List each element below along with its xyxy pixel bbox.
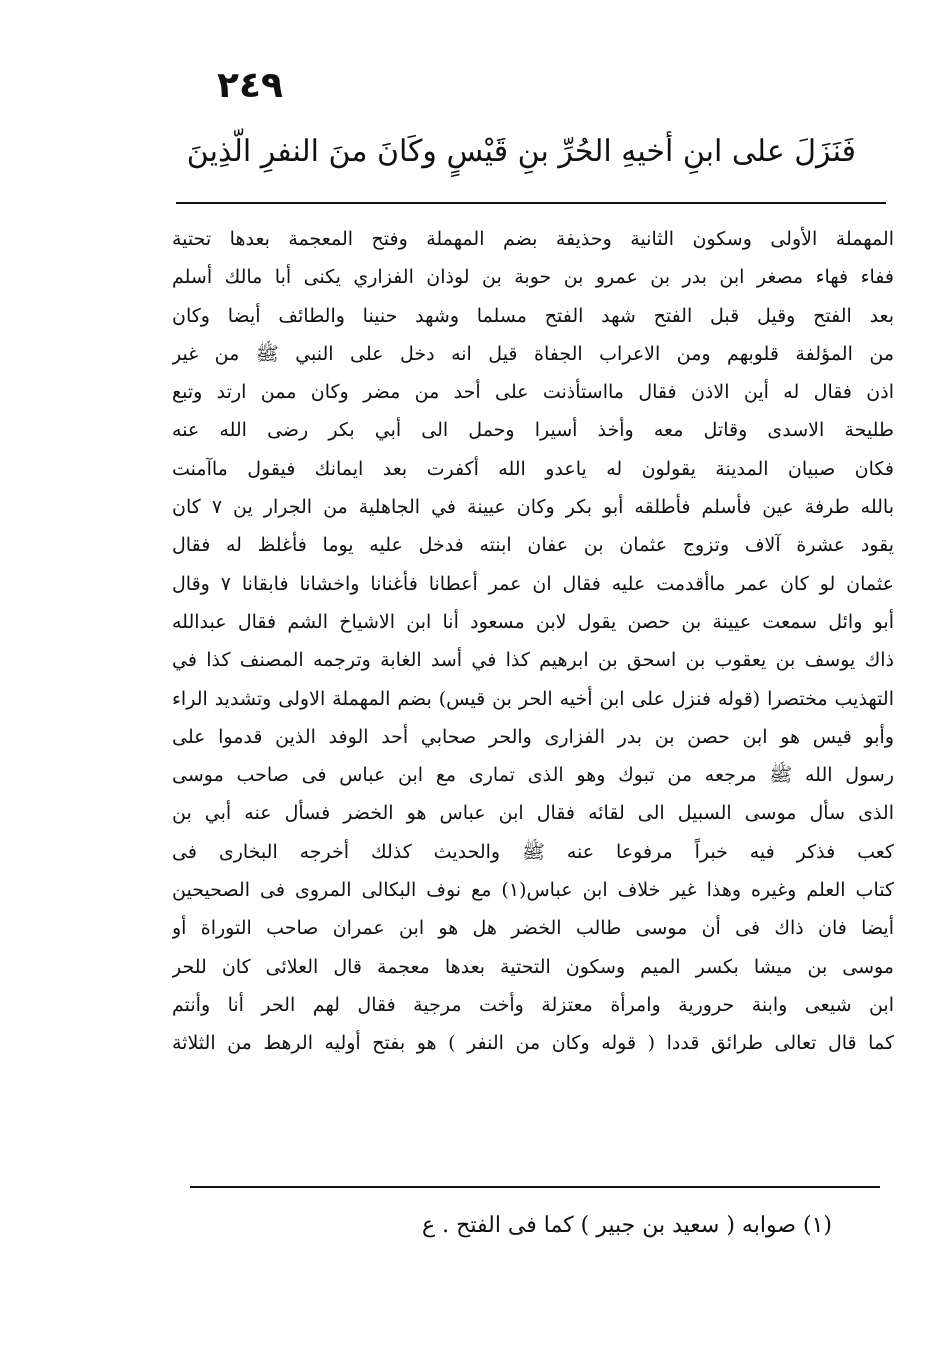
text-line: بعد الفتح وقيل قبل الفتح شهد الفتح مسلما وشهد حنينا والطائف أيضا وكان [172,304,894,327]
text-line: ذاك يوسف بن يعقوب بن اسحق بن ابرهيم كذا في أسد الغابة وترجمه المصنف كذا في [172,649,894,672]
text-line: أيضا فان ذاك فى أن موسى طالب الخضر هل هو ابن عمران صاحب التوراة أو [172,917,894,940]
page-number: ٢٤٩ [217,65,283,106]
verse-header: فَنَزَلَ على ابنِ أخيهِ الحُرِّ بنِ قَيْسٍ وكَانَ منَ النفرِ الّذِينَ [186,134,856,169]
top-divider [176,202,886,204]
text-line: فكان صبيان المدينة يقولون له ياعدو الله أكفرت بعد ايمانك فيقول ماآمنت [172,457,894,480]
text-line: اذن فقال له أين الاذن فقال مااستأذنت على أحد من مضر وكان ممن ارتد وتبع [172,381,894,404]
text-line: من المؤلفة قلوبهم ومن الاعراب الجفاة قيل انه دخل على النبي ﷺ من غير [172,342,894,365]
text-line: ففاء فهاء مصغر ابن بدر بن عمرو بن حوبة بن لوذان الفزاري يكنى أبا مالك أسلم [172,266,894,289]
commentary-text [172,220,894,1063]
text-line: أبو وائل سمعت عيينة بن حصن يقول لابن مسعود أنا ابن الاشياخ الشم فقال عبدالله [172,610,894,633]
text-line: التهذيب مختصرا (قوله فنزل على ابن أخيه الحر بن قيس) بضم المهملة الاولى وتشديد الراء [172,687,894,710]
text-line: وأبو قيس هو ابن حصن بن بدر الفزارى والحر صحابي أحد الوفد الذين قدموا على [172,725,894,748]
text-line: رسول الله ﷺ مرجعه من تبوك وهو الذى تمارى مع ابن عباس فى صاحب موسى [172,764,894,787]
text-line: موسى بن ميشا بكسر الميم وسكون التحتية بعدها معجمة قال العلائى كان للحر [172,955,894,978]
text-line: كتاب العلم وغيره وهذا غير خلاف ابن عباس(١) مع نوف البكالى المروى فى الصحيحين [172,879,894,902]
text-line: الذى سأل موسى السبيل الى لقائه فقال ابن عباس هو الخضر فسأل عنه أبي بن [172,802,894,825]
text-line: طليحة الاسدى وقاتل معه وأخذ أسيرا وحمل الى أبي بكر رضى الله عنه [172,419,894,442]
text-line: عثمان لو كان عمر ماأقدمت عليه فقال ان عمر أعطانا فأغنانا واخشانا فابقانا ٧ وقال [172,572,894,595]
text-line: يقود عشرة آلاف وتزوج عثمان بن عفان ابنته فدخل عليه يوما فأغلظ له فقال [172,534,894,557]
text-line: كعب فذكر فيه خبراً مرفوعا عنه ﷺ والحديث كذلك أخرجه البخارى فى [172,840,894,863]
footnote: (١) صوابه ( سعيد بن جبير ) كما فى الفتح . ع [422,1213,832,1238]
text-line: المهملة الأولى وسكون الثانية وحذيفة بضم المهملة وفتح المعجمة بعدها تحتية [172,228,894,250]
text-line: بالله طرفة عين فأسلم فأطلقه أبو بكر وكان عيينة في الجاهلية من الجرار ين ٧ كان [172,496,894,519]
text-line: كما قال تعالى طرائق قددا ( قوله وكان من النفر ) هو بفتح أوليه الرهط من الثلاثة [172,1032,894,1055]
footnote-divider [190,1186,880,1188]
text-line: ابن شيعى وابنة حرورية وامرأة معتزلة وأخت مرجية فقال لهم الحر أنا وأنتم [172,993,894,1016]
